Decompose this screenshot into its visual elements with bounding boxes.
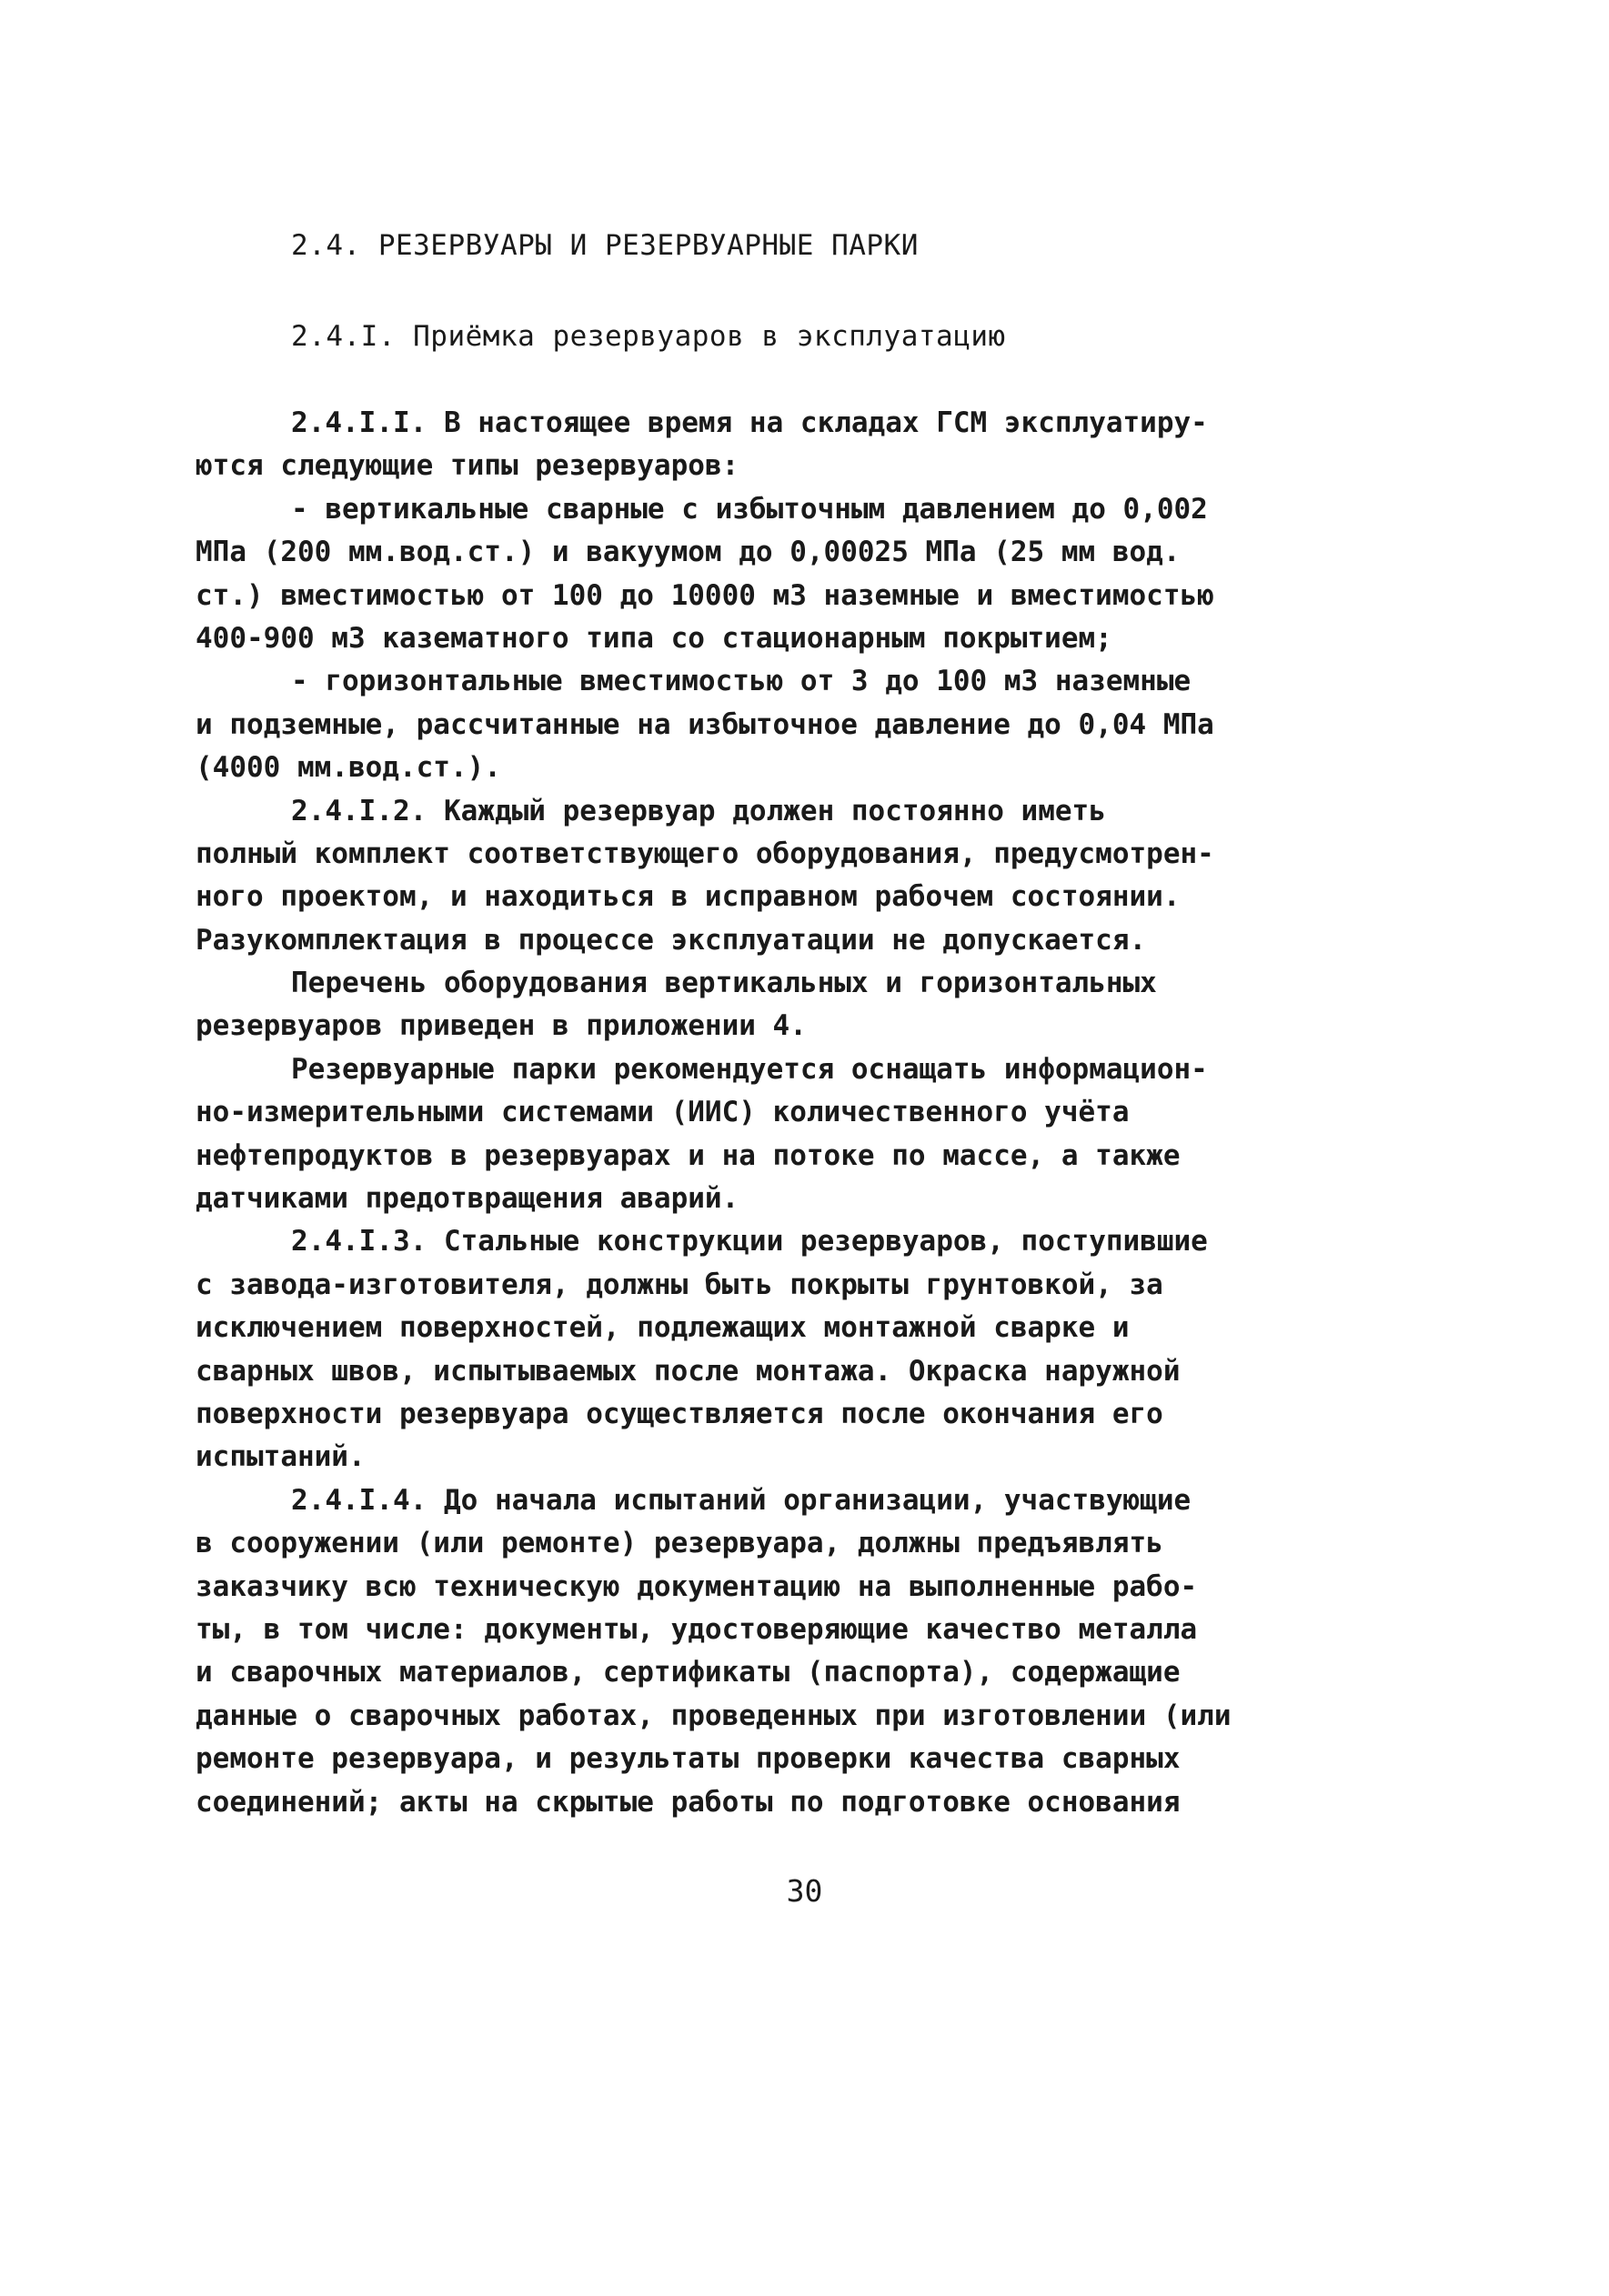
- text-line: резервуаров приведен в приложении 4.: [196, 1009, 807, 1043]
- text-line: 2.4.I.3. Стальные конструкции резервуаров, поступившие: [291, 1225, 1208, 1258]
- body-text: [196, 402, 1232, 1824]
- text-line: ст.) вместимостью от 100 до 10000 м3 наземные и вместимостью: [196, 578, 1214, 612]
- text-line: заказчику всю техническую документацию на выполненные рабо-: [196, 1569, 1198, 1603]
- text-line: ремонте резервуара, и результаты проверки качества сварных: [196, 1742, 1181, 1776]
- text-line: данные о сварочных работах, проведенных при изготовлении (или: [196, 1699, 1232, 1732]
- text-line: ного проектом, и находиться в исправном рабочем состоянии.: [196, 880, 1181, 914]
- text-line: Перечень оборудования вертикальных и горизонтальных: [291, 967, 1157, 1000]
- text-line: сварных швов, испытываемых после монтажа. Окраска наружной: [196, 1354, 1181, 1388]
- text-line: нефтепродуктов в резервуарах и на потоке по массе, а также: [196, 1138, 1181, 1172]
- text-line: ты, в том числе: документы, удостоверяющие качество металла: [196, 1612, 1198, 1646]
- text-line: соединений; акты на скрытые работы по подготовке основания: [196, 1785, 1181, 1819]
- text-line: 2.4.I.2. Каждый резервуар должен постоянно иметь: [291, 794, 1106, 827]
- text-line: Резервуарные парки рекомендуется оснащать информацион-: [291, 1052, 1208, 1086]
- text-line: но-измерительными системами (ИИС) количественного учёта: [196, 1096, 1130, 1129]
- text-line: - вертикальные сварные с избыточным давлением до 0,002: [291, 492, 1208, 526]
- text-line: Разукомплектация в процессе эксплуатации не допускается.: [196, 923, 1147, 957]
- text-line: 2.4.I.I. В настоящее время на складах ГСМ эксплуатиру-: [291, 406, 1208, 439]
- text-line: датчиками предотвращения аварий.: [196, 1182, 739, 1216]
- text-line: (4000 мм.вод.ст.).: [196, 751, 501, 785]
- text-line: поверхности резервуара осуществляется после окончания его: [196, 1397, 1163, 1430]
- text-line: - горизонтальные вместимостью от 3 до 100 м3 наземные: [291, 665, 1192, 698]
- text-line: полный комплект соответствующего оборудования, предусмотрен-: [196, 837, 1214, 870]
- subsection-heading: 2.4.I. Приёмка резервуаров в эксплуатацию: [291, 320, 1006, 353]
- text-line: с завода-изготовителя, должны быть покрыты грунтовкой, за: [196, 1268, 1163, 1301]
- text-line: ются следующие типы резервуаров:: [196, 449, 739, 483]
- section-heading: 2.4. РЕЗЕРВУАРЫ И РЕЗЕРВУАРНЫЕ ПАРКИ: [291, 229, 919, 262]
- text-line: испытаний.: [196, 1440, 366, 1474]
- text-line: исключением поверхностей, подлежащих монтажной сварке и: [196, 1311, 1130, 1345]
- text-line: МПа (200 мм.вод.ст.) и вакуумом до 0,00025 МПа (25 мм вод.: [196, 536, 1181, 569]
- text-line: и подземные, рассчитанные на избыточное давление до 0,04 МПа: [196, 707, 1214, 741]
- text-line: 2.4.I.4. До начала испытаний организации, участвующие: [291, 1483, 1192, 1517]
- page-number: 30: [786, 1873, 823, 1909]
- text-line: 400-900 м3 казематного типа со стационарным покрытием;: [196, 621, 1112, 655]
- text-line: и сварочных материалов, сертификаты (паспорта), содержащие: [196, 1656, 1181, 1689]
- text-line: в сооружении (или ремонте) резервуара, должны предъявлять: [196, 1527, 1163, 1560]
